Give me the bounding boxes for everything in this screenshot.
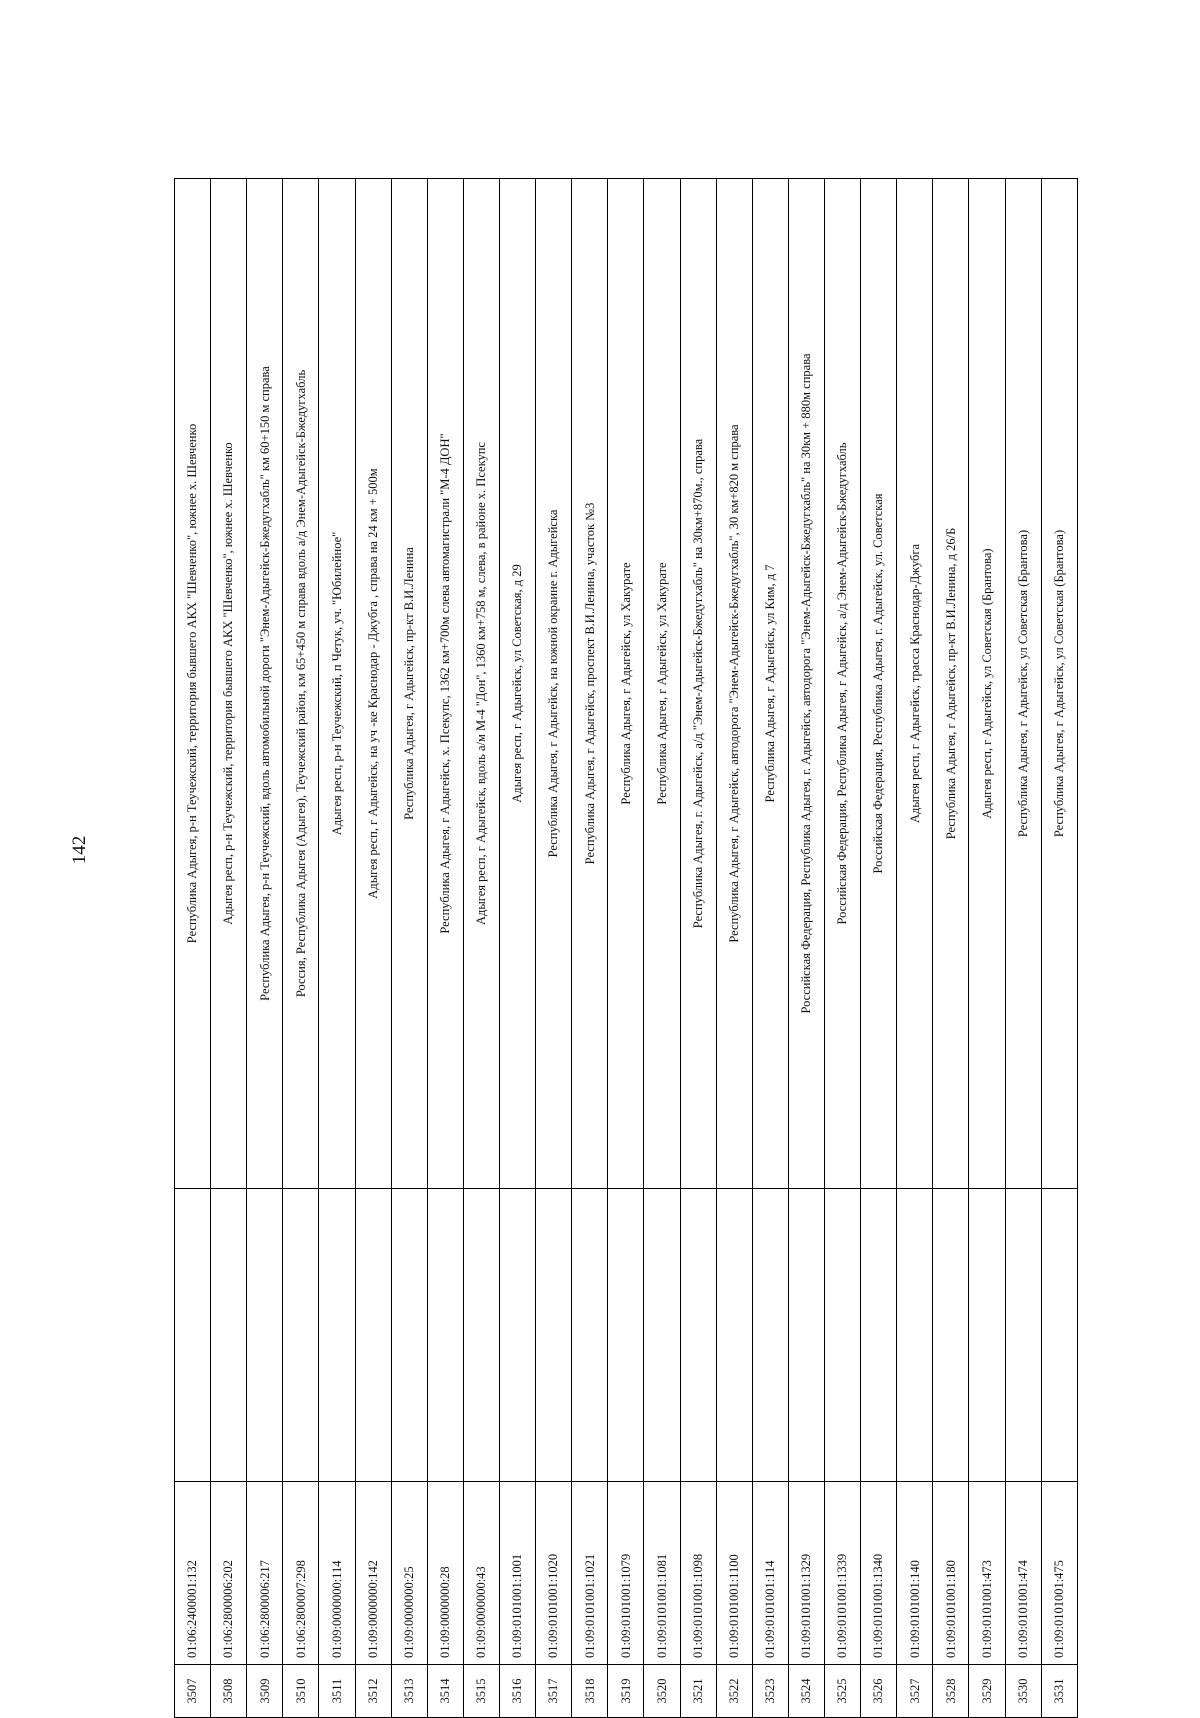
row-number-cell: 3513 [391,1665,427,1718]
empty-cell [716,1189,752,1482]
address-cell: Республика Адыгея, г Адыгейск, ул Хакурате [608,179,644,1189]
row-number-cell: 3510 [283,1665,319,1718]
address-cell: Республика Адыгея, г Адыгейск, пр-кт В.И.Ленина [391,179,427,1189]
address-cell: Россия, Республика Адыгея (Адыгея), Теучежский район, км 65+450 м справа вдоль а/д Энем-Адыгейск-Бжедугхабль [283,179,319,1189]
cadastral-number-cell: 01:09:0101001:473 [969,1482,1005,1665]
table-row [499,179,535,1718]
table-row [1041,179,1077,1718]
row-number-cell: 3523 [752,1665,788,1718]
row-number-cell: 3525 [824,1665,860,1718]
table-row [897,179,933,1718]
row-number-cell: 3527 [897,1665,933,1718]
row-number-cell: 3515 [463,1665,499,1718]
address-cell: Адыгея респ, р-н Теучежский, п Четук, уч. "Юбилейное" [319,179,355,1189]
cadastral-table [174,178,1078,1718]
table-row [391,179,427,1718]
table-row [1005,179,1041,1718]
row-number-cell: 3517 [536,1665,572,1718]
row-number-cell: 3520 [644,1665,680,1718]
address-cell: Республика Адыгея, р-н Теучежский, вдоль автомобильной дороги "Энем-Адыгейск-Бжедугхабль" км 60+150 м справа [247,179,283,1189]
cadastral-number-cell: 01:09:0101001:180 [933,1482,969,1665]
address-cell: Адыгея респ, г Адыгейск, ул Советская (Брантова) [969,179,1005,1189]
table-row [680,179,716,1718]
empty-cell [933,1189,969,1482]
cadastral-number-cell: 01:09:0000000:114 [319,1482,355,1665]
empty-cell [572,1189,608,1482]
empty-cell [788,1189,824,1482]
rotated-table-frame [174,178,1078,1718]
table-row [572,179,608,1718]
table-row [175,179,211,1718]
cadastral-number-cell: 01:09:0101001:1081 [644,1482,680,1665]
address-cell: Республика Адыгея, г Адыгейск, х. Псекупс, 1362 км+700м слева автомагистрали "М-4 ДОН" [427,179,463,1189]
address-cell: Республика Адыгея, г Адыгейск, ул Советская (Брантова) [1041,179,1077,1189]
row-number-cell: 3507 [175,1665,211,1718]
table-row [283,179,319,1718]
table-row [355,179,391,1718]
empty-cell [1041,1189,1077,1482]
table-row [969,179,1005,1718]
address-cell: Республика Адыгея, р-н Теучежский, территория бывшего АКХ "Шевченко", южнее х. Шевченко [175,179,211,1189]
cadastral-number-cell: 01:09:0000000:142 [355,1482,391,1665]
row-number-cell: 3524 [788,1665,824,1718]
cadastral-number-cell: 01:09:0101001:1329 [788,1482,824,1665]
empty-cell [861,1189,897,1482]
table-row [644,179,680,1718]
address-cell: Российская Федерация, Республика Адыгея, г Адыгейск, а/д Энем-Адыгейск-Бжедугхабль [824,179,860,1189]
table-container [174,178,1078,1718]
row-number-cell: 3530 [1005,1665,1041,1718]
empty-cell [644,1189,680,1482]
address-cell: Республика Адыгея, г Адыгейск, ул Ким, д 7 [752,179,788,1189]
table-row [427,179,463,1718]
cadastral-number-cell: 01:09:0101001:1339 [824,1482,860,1665]
empty-cell [608,1189,644,1482]
row-number-cell: 3516 [499,1665,535,1718]
table-row [824,179,860,1718]
table-row [211,179,247,1718]
empty-cell [536,1189,572,1482]
table-row [536,179,572,1718]
address-cell: Республика Адыгея, г Адыгейск, автодорога "Энем-Адыгейск-Бжедугхабль", 30 км+820 м справа [716,179,752,1189]
address-cell: Адыгея респ, г Адыгейск, вдоль а/м М-4 "Дон", 1360 км+758 м, слева, в районе х. Псекупс [463,179,499,1189]
empty-cell [499,1189,535,1482]
row-number-cell: 3511 [319,1665,355,1718]
address-cell: Республика Адыгея, г Адыгейск, ул Советская (Брантова) [1005,179,1041,1189]
cadastral-number-cell: 01:09:0000000:25 [391,1482,427,1665]
cadastral-number-cell: 01:09:0101001:475 [1041,1482,1077,1665]
row-number-cell: 3526 [861,1665,897,1718]
cadastral-number-cell: 01:06:2800006:217 [247,1482,283,1665]
address-cell: Адыгея респ, г Адыгейск, ул Советская, д 29 [499,179,535,1189]
address-cell: Российская Федерация, Республика Адыгея, г. Адыгейск, автодорога "Энем-Адыгейск-Бжедугхабль" на 30км + 880м справа [788,179,824,1189]
empty-cell [1005,1189,1041,1482]
row-number-cell: 3514 [427,1665,463,1718]
cadastral-number-cell: 01:06:2800007:298 [283,1482,319,1665]
empty-cell [283,1189,319,1482]
empty-cell [211,1189,247,1482]
row-number-cell: 3509 [247,1665,283,1718]
table-row [752,179,788,1718]
row-number-cell: 3518 [572,1665,608,1718]
empty-cell [752,1189,788,1482]
row-number-cell: 3519 [608,1665,644,1718]
cadastral-number-cell: 01:09:0101001:1001 [499,1482,535,1665]
cadastral-number-cell: 01:06:2800006:202 [211,1482,247,1665]
cadastral-number-cell: 01:09:0101001:1340 [861,1482,897,1665]
address-cell: Республика Адыгея, г Адыгейск, пр-кт В.И.Ленина, д 26/Б [933,179,969,1189]
table-row [788,179,824,1718]
row-number-cell: 3528 [933,1665,969,1718]
table-row [861,179,897,1718]
cadastral-number-cell: 01:09:0000000:43 [463,1482,499,1665]
empty-cell [427,1189,463,1482]
cadastral-number-cell: 01:09:0101001:1098 [680,1482,716,1665]
cadastral-number-cell: 01:09:0101001:1021 [572,1482,608,1665]
table-body [175,179,1078,1718]
empty-cell [463,1189,499,1482]
page-number: 142 [69,835,90,865]
empty-cell [247,1189,283,1482]
cadastral-number-cell: 01:09:0101001:1079 [608,1482,644,1665]
table-row [716,179,752,1718]
table-row [933,179,969,1718]
address-cell: Адыгея респ, г Адыгейск, трасса Краснодар-Джубга [897,179,933,1189]
address-cell: Республика Адыгея, г Адыгейск, проспект В.И.Ленина, участок №3 [572,179,608,1189]
cadastral-number-cell: 01:06:2400001:132 [175,1482,211,1665]
cadastral-number-cell: 01:09:0101001:114 [752,1482,788,1665]
row-number-cell: 3529 [969,1665,1005,1718]
empty-cell [319,1189,355,1482]
empty-cell [391,1189,427,1482]
address-cell: Республика Адыгея, г. Адыгейск, а/д "Энем-Адыгейск-Бжедугхабль" на 30км+870м., справа [680,179,716,1189]
address-cell: Адыгея респ, г Адыгейск, на уч -ке Краснодар - Джубга , справа на 24 км + 500м [355,179,391,1189]
row-number-cell: 3521 [680,1665,716,1718]
empty-cell [175,1189,211,1482]
empty-cell [969,1189,1005,1482]
table-row [608,179,644,1718]
empty-cell [355,1189,391,1482]
row-number-cell: 3522 [716,1665,752,1718]
row-number-cell: 3531 [1041,1665,1077,1718]
table-row [463,179,499,1718]
address-cell: Республика Адыгея, г Адыгейск, ул Хакурате [644,179,680,1189]
address-cell: Республика Адыгея, г Адыгейск, на южной окраине г. Адыгейска [536,179,572,1189]
table-row [319,179,355,1718]
cadastral-number-cell: 01:09:0000000:28 [427,1482,463,1665]
row-number-cell: 3508 [211,1665,247,1718]
empty-cell [680,1189,716,1482]
cadastral-number-cell: 01:09:0101001:140 [897,1482,933,1665]
address-cell: Адыгея респ, р-н Теучежский, территория бывшего АКХ "Шевченко", южнее х. Шевченко [211,179,247,1189]
cadastral-number-cell: 01:09:0101001:1100 [716,1482,752,1665]
table-row [247,179,283,1718]
cadastral-number-cell: 01:09:0101001:474 [1005,1482,1041,1665]
empty-cell [897,1189,933,1482]
address-cell: Российская Федерация, Республика Адыгея, г. Адыгейск, ул. Советская [861,179,897,1189]
row-number-cell: 3512 [355,1665,391,1718]
cadastral-number-cell: 01:09:0101001:1020 [536,1482,572,1665]
empty-cell [824,1189,860,1482]
